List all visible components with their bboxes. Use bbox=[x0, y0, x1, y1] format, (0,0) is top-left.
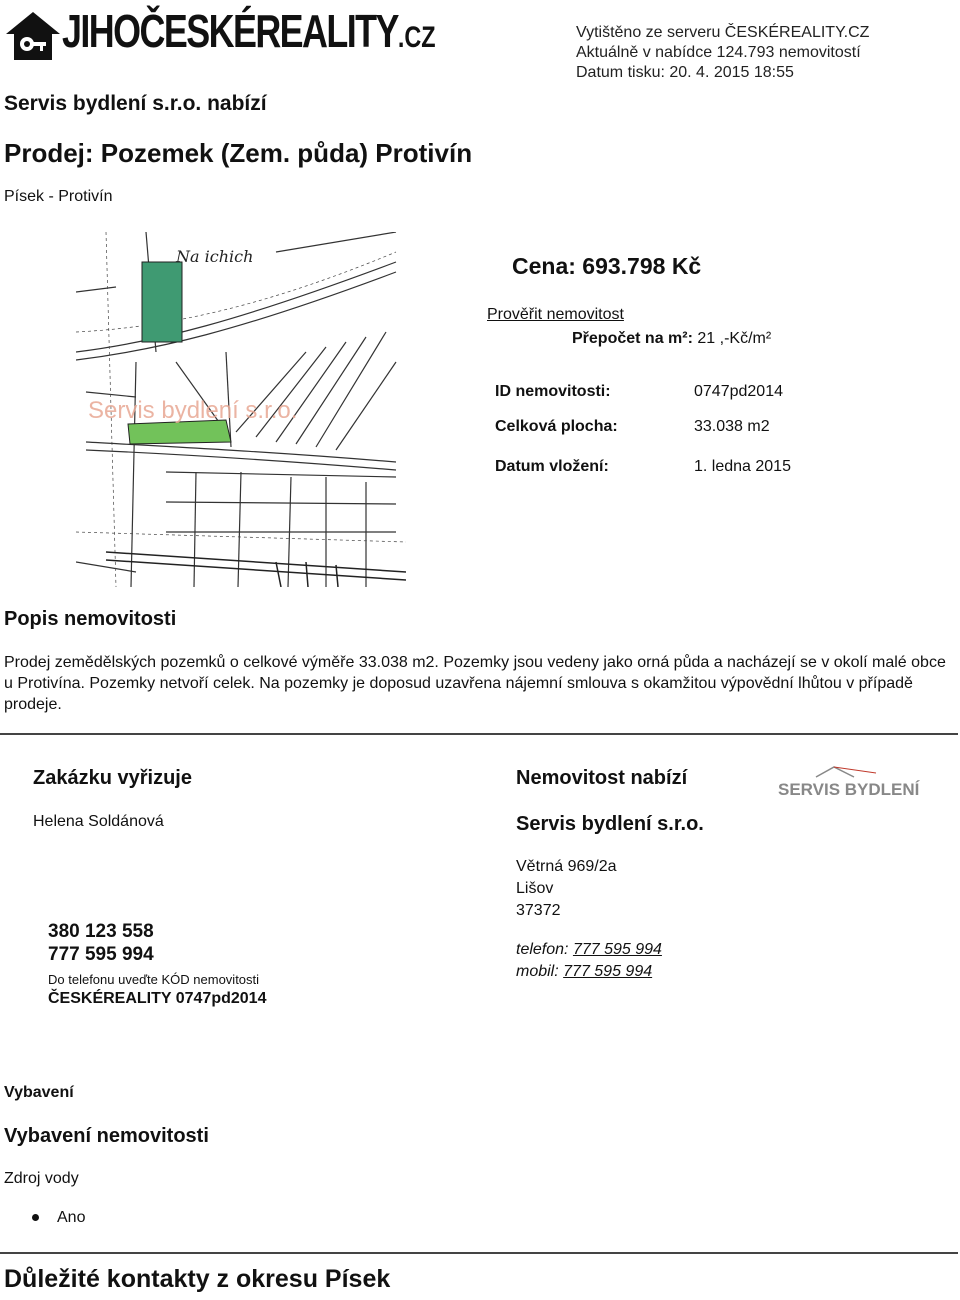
divider-bottom bbox=[0, 1252, 958, 1254]
important-contacts-heading: Důležité kontakty z okresu Písek bbox=[4, 1265, 391, 1293]
date-added-value: 1. ledna 2015 bbox=[694, 458, 791, 475]
offerer-mobile-link[interactable]: 777 595 994 bbox=[563, 963, 653, 980]
agent-heading: Zakázku vyřizuje bbox=[33, 767, 192, 789]
date-added-label: Datum vložení: bbox=[495, 458, 609, 475]
page-title: Prodej: Pozemek (Zem. půda) Protivín bbox=[4, 138, 473, 168]
address-city: Lišov bbox=[516, 880, 554, 897]
servis-bydleni-logo bbox=[776, 763, 930, 803]
water-source-label: Zdroj vody bbox=[4, 1170, 79, 1187]
offerer-phone-row bbox=[516, 939, 662, 961]
list-item bbox=[32, 1209, 85, 1227]
offerer-phone-link[interactable]: 777 595 994 bbox=[572, 941, 662, 958]
offerer-heading: Nemovitost nabízí bbox=[516, 767, 688, 789]
map-watermark: Servis bydlení s.r.o. bbox=[88, 397, 298, 424]
house-key-icon bbox=[4, 10, 62, 62]
bullet-icon bbox=[32, 1214, 39, 1221]
water-source-value: Ano bbox=[57, 1209, 86, 1226]
print-info bbox=[576, 23, 869, 83]
mobile-label: mobil: bbox=[516, 963, 559, 980]
description-text: Prodej zemědělských pozemků o celkové výměře 33.038 m2. Pozemky jsou vedeny jako orná půda a nacházejí se v okolí malé obce u Protivína. Pozemky netvoří celek. Na pozemky je doposud uzavřena nájemní smlouva s okamžitou výpovědní lhůtou v případě prodeje. bbox=[4, 654, 946, 713]
verify-property-link[interactable]: Prověřit nemovitost bbox=[487, 306, 624, 323]
price: Cena: 693.798 Kč bbox=[512, 253, 702, 279]
divider bbox=[0, 733, 958, 735]
agent-phone-2[interactable]: 777 595 994 bbox=[48, 944, 154, 965]
agent-phone-1[interactable]: 380 123 558 bbox=[48, 921, 154, 942]
property-id-label: ID nemovitosti: bbox=[495, 383, 611, 400]
price-per-m2-value: 21 ,-Kč/m² bbox=[697, 330, 772, 347]
property-id-value: 0747pd2014 bbox=[694, 383, 783, 400]
cadastral-map-image bbox=[76, 232, 406, 587]
agent-phones bbox=[48, 920, 266, 1008]
total-area-value: 33.038 m2 bbox=[694, 418, 770, 435]
print-info-count: Aktuálně v nabídce 124.793 nemovitostí bbox=[576, 44, 861, 61]
agent-name: Helena Soldánová bbox=[33, 813, 164, 830]
property-code-note: Do telefonu uveďte KÓD nemovitosti bbox=[48, 972, 260, 987]
phone-label: telefon: bbox=[516, 941, 569, 958]
location-text: Písek - Protivín bbox=[4, 188, 113, 205]
offerer-contacts bbox=[516, 939, 662, 983]
servis-bydleni-logo-text: SERVIS BYDLENÍ bbox=[778, 780, 920, 799]
address-street: Větrná 969/2a bbox=[516, 858, 617, 875]
company-offers-heading: Servis bydlení s.r.o. nabízí bbox=[4, 92, 267, 115]
address-zip: 37372 bbox=[516, 902, 561, 919]
offerer-mobile-row bbox=[516, 961, 662, 983]
description-heading: Popis nemovitosti bbox=[4, 608, 177, 630]
offerer-company-name: Servis bydlení s.r.o. bbox=[516, 813, 704, 835]
total-area-label: Celková plocha: bbox=[495, 418, 618, 435]
map-handwritten-label: Na ichich bbox=[176, 247, 254, 266]
offerer-address bbox=[516, 856, 617, 922]
price-per-m2-label: Přepočet na m²: bbox=[572, 330, 693, 347]
print-info-server: Vytištěno ze serveru ČESKÉREALITY.CZ bbox=[576, 24, 870, 41]
site-logo-text: JIHOČESKÉREALITY.CZ bbox=[62, 5, 436, 57]
water-source-list bbox=[32, 1209, 85, 1227]
price-per-m2 bbox=[572, 330, 771, 348]
equipment-heading: Vybavení nemovitosti bbox=[4, 1125, 209, 1147]
property-code: ČESKÉREALITY 0747pd2014 bbox=[48, 990, 267, 1007]
print-info-date: Datum tisku: 20. 4. 2015 18:55 bbox=[576, 64, 794, 81]
equipment-title: Vybavení bbox=[4, 1084, 74, 1101]
